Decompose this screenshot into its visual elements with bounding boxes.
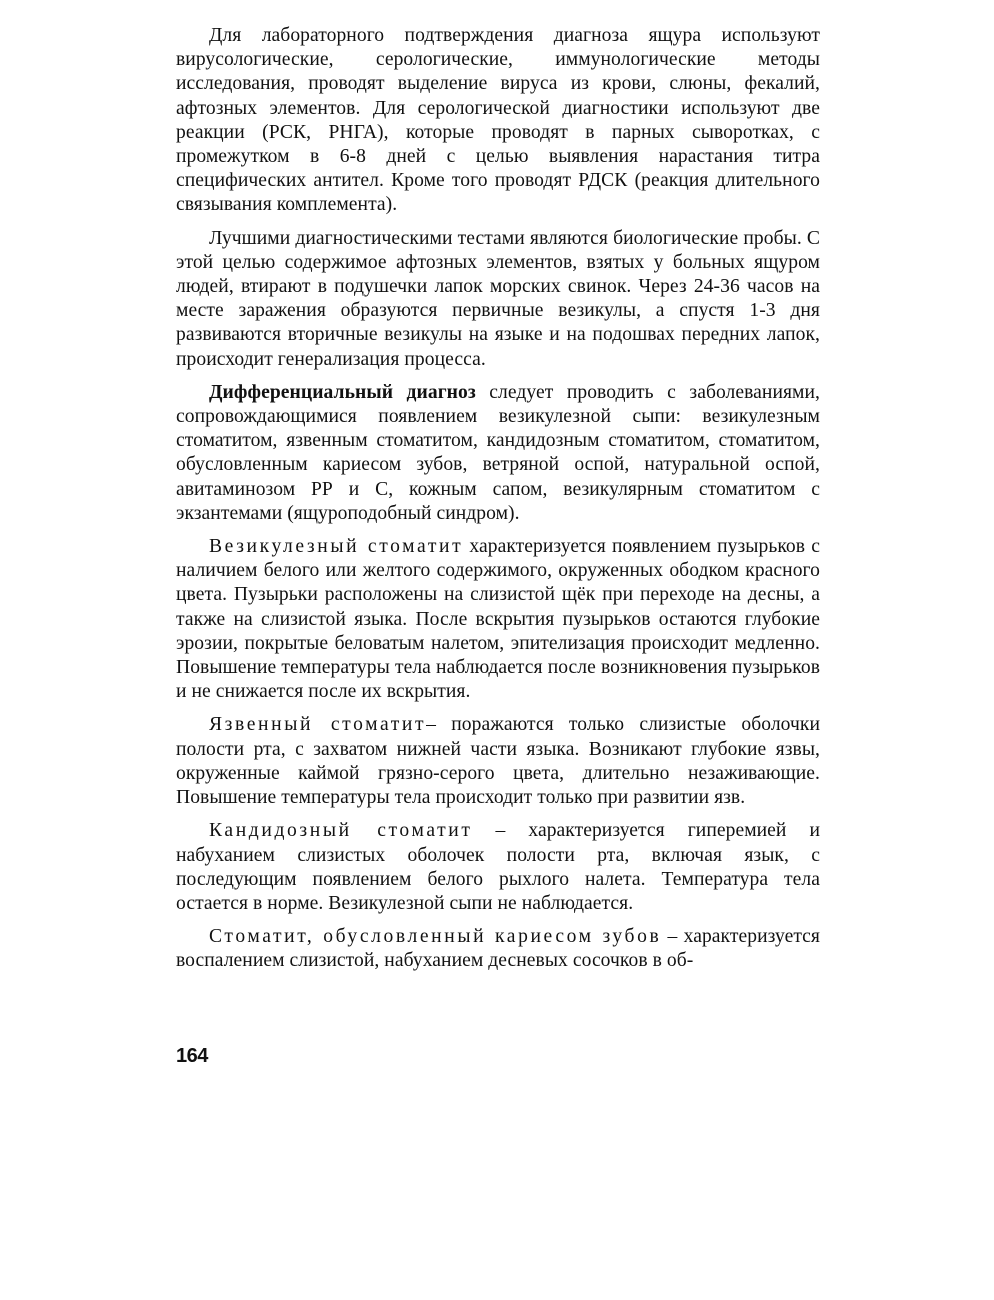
paragraph-text: Лучшими диагностическими тестами являются биологические пробы. С этой целью содержимое афтозных элементов, взятых у больных ящуром людей, втирают в подушечки лапок морских свинок. Через 24-36 часов на месте заражения образуются первичные везикулы, а спустя 1-3 дня развиваются вторичные везикулы на языке и на подошвах передних лапок, происходит генерализация процесса. <box>176 227 820 370</box>
paragraph-ulcerative-stomatitis <box>176 713 820 810</box>
paragraph-lab-diagnosis <box>176 24 820 218</box>
page-body <box>176 24 820 983</box>
paragraph-vesicular-stomatitis <box>176 535 820 704</box>
paragraph-lead-bold: Дифференциальный диагноз <box>209 381 476 403</box>
paragraph-biological-tests <box>176 227 820 372</box>
paragraph-caries-stomatitis <box>176 925 820 973</box>
paragraph-lead-spaced: Кандидозный стоматит <box>209 820 473 842</box>
page-number: 164 <box>176 1045 208 1067</box>
paragraph-text: характеризуется появлением пузырьков с наличием белого или желтого содержимого, окруженных ободком красного цвета. Пузырьки расположены на слизистой щёк при переходе на десны, а также на слизистой языка. После вскрытия пузырьков остаются глубокие эрозии, покрытые беловатым налетом, эпителизация происходит медленно. Повышение температуры тела наблюдается после возникновения пузырьков и не снижается после их вскрытия. <box>176 536 820 703</box>
paragraph-differential-diagnosis <box>176 381 820 526</box>
paragraph-lead-spaced: Стоматит, обусловленный кариесом зубов <box>209 926 662 948</box>
paragraph-lead-spaced: Язвенный стоматит <box>209 714 427 736</box>
paragraph-lead-spaced: Везикулезный стоматит <box>209 536 464 558</box>
paragraph-candida-stomatitis <box>176 819 820 916</box>
paragraph-text: – поражаются только слизистые оболочки полости рта, с захватом нижней части языка. Возникают глубокие язвы, окруженные каймой грязно-серого цвета, длительно незаживающие. Повышение температуры тела происходит только при развитии язв. <box>176 714 821 809</box>
paragraph-text: Для лабораторного подтверждения диагноза ящура используют вирусологические, серологические, иммунологические методы исследования, проводят выделение вируса из крови, слюны, фекалий, афтозных элементов. Для серологической диагностики используют две реакции (РСК, РНГА), которые проводят в парных сыворотках, с промежутком в 6-8 дней с целью выявления нарастания титра специфических антител. Кроме того проводят РДСК (реакция длительного связывания комплемента). <box>176 25 820 216</box>
paragraph-text: – характеризуется гиперемией и набуханием слизистых оболочек полости рта, включая язык, с последующим появлением белого рыхлого налета. Температура тела остается в норме. Везикулезной сыпи не наблюдается. <box>176 820 820 914</box>
paragraph-text: – характеризуется воспалением слизистой, набуханием десневых сосочков в об- <box>176 926 820 972</box>
paragraph-text: следует проводить с заболеваниями, сопровождающимися появлением везикулезной сыпи: везикулезным стоматитом, язвенным стоматитом, кандидозным стоматитом, стоматитом, обусловленным кариесом зубов, ветряной оспой, натуральной оспой, авитаминозом РР и С, кожным сапом, везикулярным стоматитом с экзантемами (ящуроподобный синдром). <box>176 381 820 524</box>
